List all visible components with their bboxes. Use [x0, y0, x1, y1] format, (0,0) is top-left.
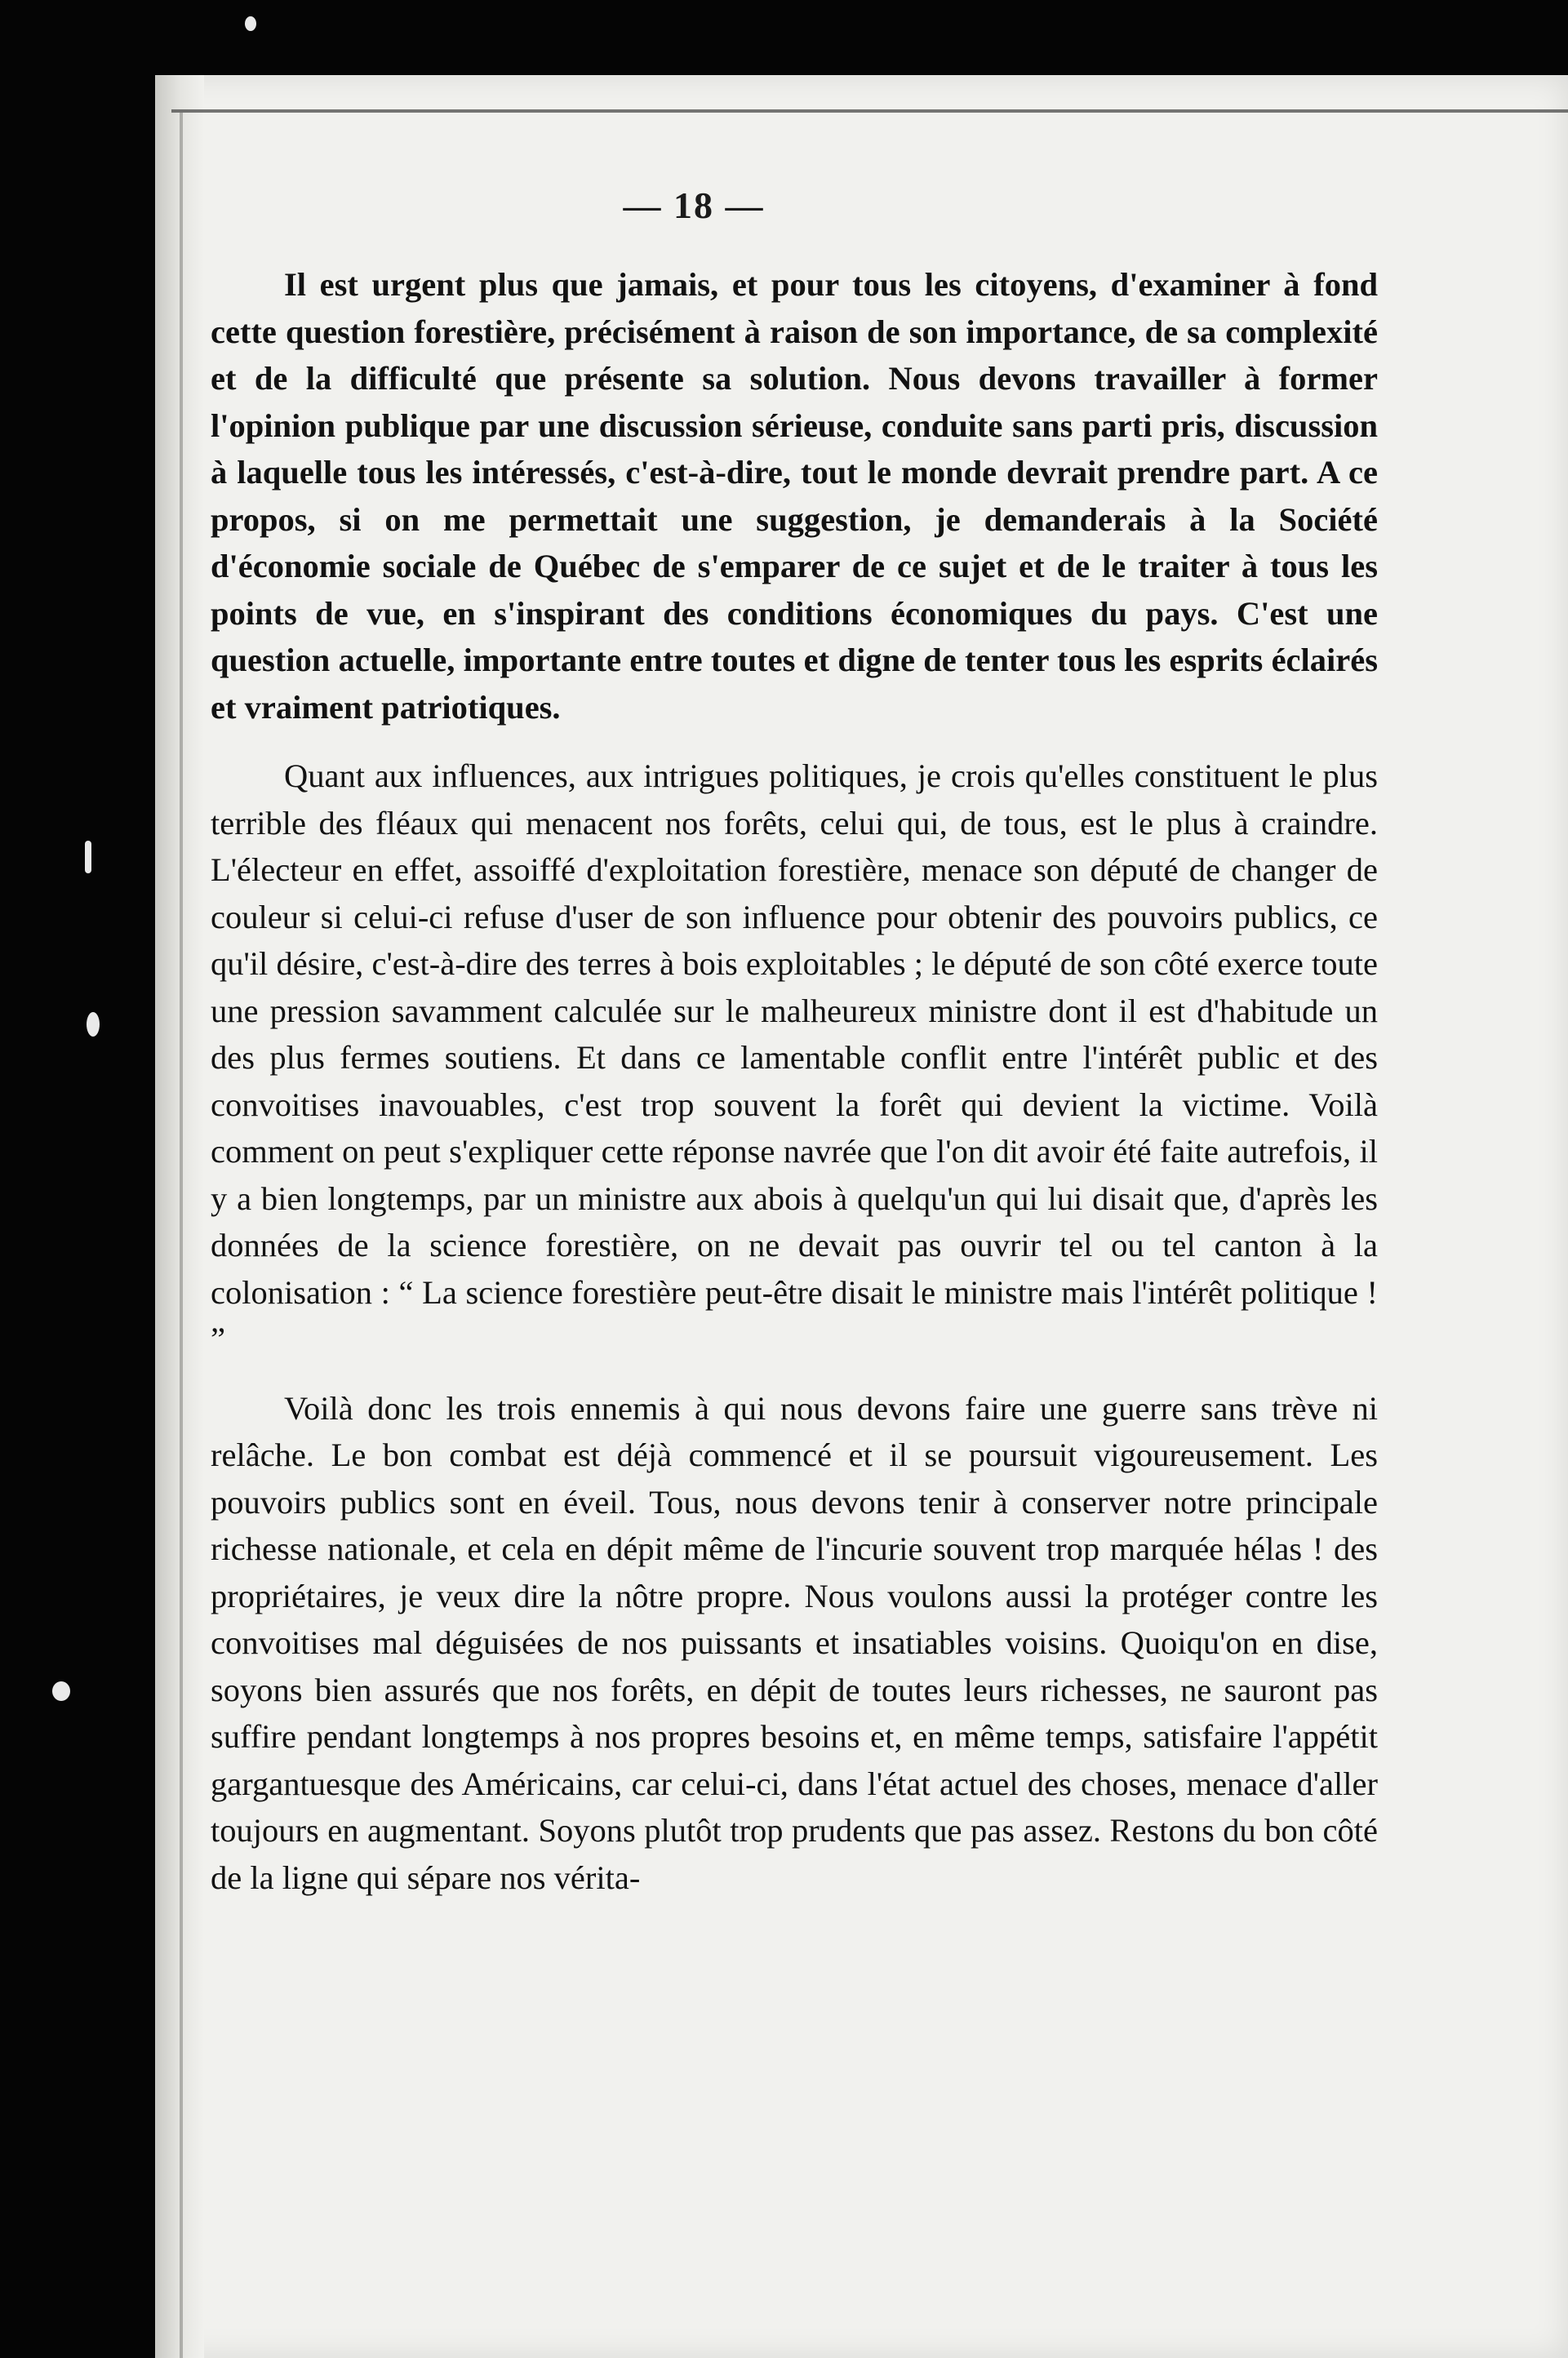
scan-speck: [52, 1681, 70, 1701]
paragraph-3: Voilà donc les trois ennemis à qui nous devons faire une guerre sans trève ni relâche. Le bon combat est déjà commencé et il se poursuit vigoureusement. Les pouvoirs publics sont en éveil. Tous, nous devons tenir à conserver notre principale richesse nationale, et cela en dépit même de l'incurie souvent trop marquée hélas ! des propriétaires, je veux dire la nôtre propre. Nous voulons aussi la protéger contre les convoitises mal déguisées de nos puissants et insatiables voisins. Quoiqu'on en dise, soyons bien assurés que nos forêts, en dépit de toutes leurs richesses, ne sauront pas suffire pendant longtemps à nos propres besoins et, en même temps, satisfaire l'appétit gargantuesque des Américains, car celui-ci, dans l'état actuel des choses, menace d'aller toujours en augmentant. Soyons plutôt trop prudents que pas assez. Restons du bon côté de la ligne qui sépare nos vérita-: [211, 1389, 1378, 1896]
scan-speck: [85, 841, 91, 873]
scan-speck: [245, 16, 256, 31]
paragraph-2: Quant aux influences, aux intrigues politiques, je crois qu'elles constituent le plus terrible des fléaux qui menacent nos forêts, celui qui, de tous, est le plus à craindre. L'électeur en effet, assoiffé d'exploitation forestière, menace son député de changer de couleur si celui-ci refuse d'user de son influence pour obtenir des pouvoirs publics, ce qu'il désire, c'est-à-dire des terres à bois exploitables ; le député de son côté exerce toute une pression savamment calculée sur le malheureux ministre dont il est d'habitude un des plus fermes soutiens. Et dans ce lamentable conflit entre l'intérêt public et des convoitises inavouables, c'est trop souvent la forêt qui devient la victime. Voilà comment on peut s'expliquer cette réponse navrée que l'on dit avoir été faite autrefois, il y a bien longtemps, par un ministre aux abois à quelqu'un qui lui disait que, d'après les données de la science forestière, on ne devait pas ouvrir tel ou tel canton à la colonisation : “ La science forestière peut-être disait le ministre mais l'intérêt politique ! ”: [211, 757, 1378, 1357]
page-number: — 18 —: [623, 184, 765, 226]
paragraph-1: Il est urgent plus que jamais, et pour tous les citoyens, d'examiner à fond cette question forestière, précisément à raison de son importance, de sa complexité et de la difficulté que présente sa solution. Nous devons travailler à former l'opinion publique par une discussion sérieuse, conduite sans parti pris, discussion à laquelle tous les intéressés, c'est-à-dire, tout le monde devrait prendre part. A ce propos, si on me permettait une suggestion, je demanderais à la Société d'économie sociale de Québec de s'emparer de ce sujet et de le traiter à tous les points de vue, en s'inspirant des conditions économiques du pays. C'est une question actuelle, importante entre toutes et digne de tenter tous les esprits éclairés et vraiment patriotiques.: [211, 266, 1378, 726]
page-body-text: [211, 261, 1378, 1901]
page-left-border: [180, 113, 183, 2358]
scan-speck: [87, 1012, 100, 1037]
page-top-border: [171, 109, 1568, 113]
